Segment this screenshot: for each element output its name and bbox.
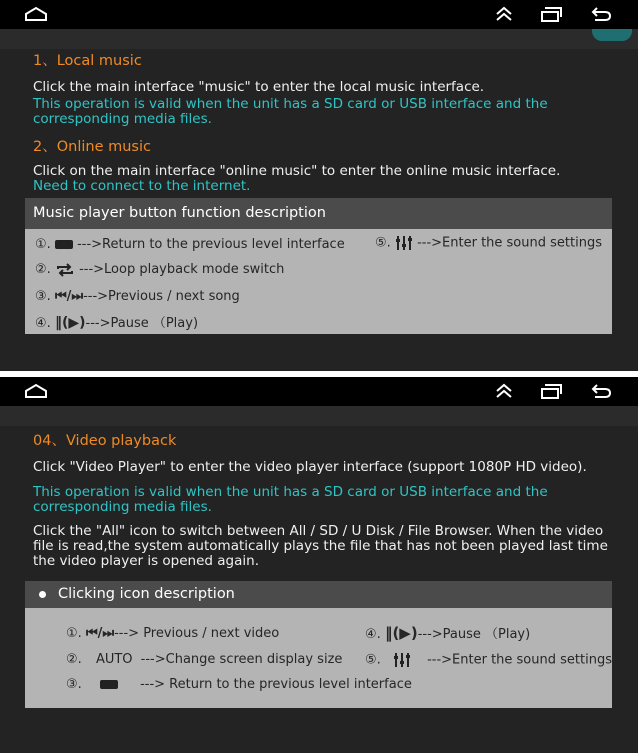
equalizer-icon: [393, 652, 411, 668]
item-text: --->Pause （Play): [85, 316, 199, 331]
equalizer-icon: [395, 235, 413, 251]
item-number: ②.: [35, 262, 51, 277]
chevron-up-double-icon[interactable]: [494, 382, 514, 400]
desc-item-5: [375, 235, 602, 252]
video-desc-item-1: [66, 626, 279, 642]
back-bar-icon: [55, 240, 73, 249]
desc-item-2: [35, 262, 284, 278]
panel-title: Music player button function description: [33, 205, 326, 221]
header-strip: [0, 406, 638, 426]
online-music-instruction: Click on the main interface "online music" to enter the online music interface.: [33, 163, 561, 179]
local-music-note-1: This operation is valid when the unit has a SD card or USB interface and the: [33, 96, 548, 112]
panel-header: [25, 198, 612, 229]
item-number: ⑤.: [375, 235, 391, 251]
section-title-local-music: 1、Local music: [33, 53, 142, 69]
section-title-video-playback: 04、Video playback: [33, 433, 177, 449]
section-title-online-music: 2、Online music: [33, 139, 151, 155]
video-desc-item-4: [365, 625, 530, 643]
prev-next-icon: ⏮/⏭: [54, 289, 84, 304]
bullet-icon: [39, 591, 46, 598]
pause-play-icon: ‖(▶): [384, 624, 418, 642]
panel-title: Clicking icon description: [58, 586, 235, 602]
auto-label: AUTO: [95, 652, 133, 667]
video-desc-item-5: [365, 652, 612, 669]
desc-item-3: [35, 289, 240, 305]
header-strip: [0, 29, 638, 49]
navigation-bar: [0, 377, 638, 406]
item-text: --->Previous / next song: [83, 289, 240, 304]
item-number: ②.: [66, 652, 82, 667]
item-number: ①.: [35, 237, 51, 252]
recent-apps-icon[interactable]: [540, 382, 564, 400]
panel-header: [25, 581, 612, 608]
item-text: --->Pause （Play): [417, 627, 531, 642]
home-icon[interactable]: [24, 5, 48, 23]
item-number: ④.: [365, 627, 381, 642]
item-text: --->Change screen display size: [140, 652, 343, 667]
home-icon[interactable]: [24, 382, 48, 400]
video-para-2: file is read,the system automatically plays the file that has not been played last time: [33, 538, 608, 554]
video-para-1: Click the "All" icon to switch between All / SD / U Disk / File Browser. When the video: [33, 523, 604, 539]
music-button-description-panel: [25, 198, 612, 334]
online-music-note: Need to connect to the internet.: [33, 178, 251, 194]
corner-tab[interactable]: [592, 29, 632, 41]
item-text: --->Return to the previous level interface: [77, 237, 345, 252]
item-number: ③.: [66, 677, 82, 692]
back-bar-icon: [100, 680, 118, 689]
item-text: ---> Previous / next video: [114, 626, 280, 641]
screen-video-playback: [0, 377, 638, 753]
item-number: ①.: [66, 626, 82, 641]
navigation-bar: [0, 0, 638, 29]
item-text: --->Enter the sound settings: [427, 652, 612, 668]
item-text: ---> Return to the previous level interface: [140, 677, 412, 692]
video-desc-item-3: [66, 677, 412, 693]
item-number: ③.: [35, 289, 51, 304]
video-desc-item-2: [66, 652, 342, 668]
desc-item-1: [35, 237, 345, 253]
video-icon-description-panel: [25, 581, 612, 708]
video-instruction: Click "Video Player" to enter the video player interface (support 1080P HD video).: [33, 459, 587, 475]
back-icon[interactable]: [589, 382, 613, 400]
chevron-up-double-icon[interactable]: [494, 5, 514, 23]
desc-item-4: [35, 315, 198, 332]
item-number: ④.: [35, 316, 51, 331]
video-note-2: corresponding media files.: [33, 499, 212, 515]
loop-icon: [55, 263, 75, 277]
local-music-instruction: Click the main interface "music" to enter the local music interface.: [33, 79, 485, 95]
video-para-3: the video player is opened again.: [33, 553, 259, 569]
item-number: ⑤.: [365, 652, 381, 668]
item-text: --->Loop playback mode switch: [79, 262, 285, 277]
panel-title-row: [39, 586, 235, 602]
video-note-1: This operation is valid when the unit has a SD card or USB interface and the: [33, 484, 548, 500]
screen-local-online-music: [0, 0, 638, 371]
back-icon[interactable]: [589, 5, 613, 23]
prev-next-icon: ⏮/⏭: [85, 626, 115, 641]
pause-play-icon: ‖(▶): [54, 315, 86, 331]
local-music-note-2: corresponding media files.: [33, 111, 212, 127]
item-text: --->Enter the sound settings: [417, 235, 602, 251]
recent-apps-icon[interactable]: [540, 5, 564, 23]
